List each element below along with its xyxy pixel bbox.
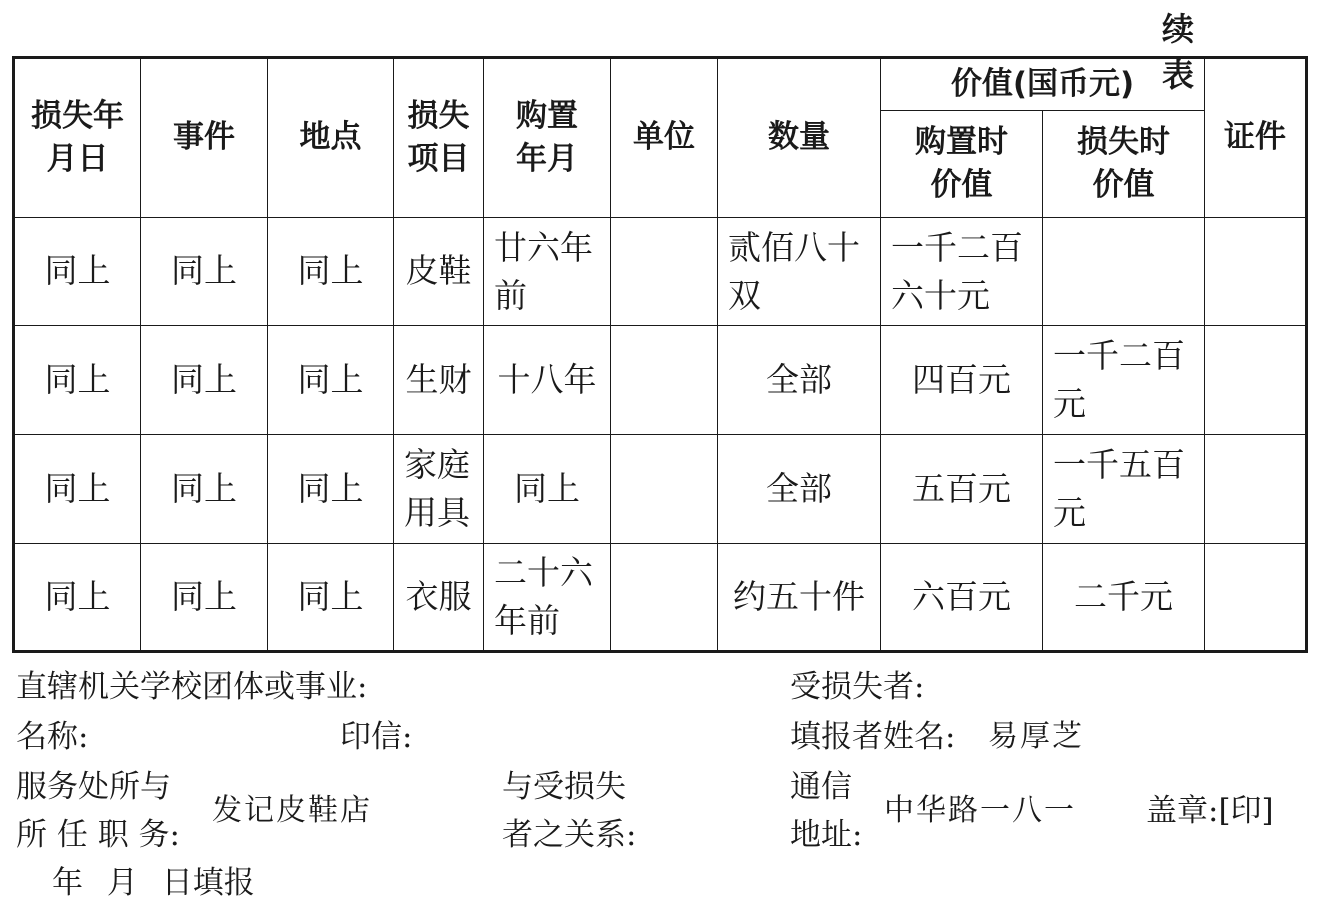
header-value-purchase: 购置时 价值 <box>881 111 1043 218</box>
cell-purchase-date: 同上 <box>484 435 611 544</box>
cell-event: 同上 <box>141 326 268 435</box>
header-item: 损失 项目 <box>394 58 484 218</box>
cell-item: 衣服 <box>394 544 484 652</box>
cell-date: 同上 <box>14 218 141 326</box>
cell-unit <box>611 544 718 652</box>
cell-value-loss: 二千元 <box>1043 544 1205 652</box>
cell-unit <box>611 435 718 544</box>
cell-quantity: 约五十件 <box>718 544 881 652</box>
cell-item: 皮鞋 <box>394 218 484 326</box>
cell-value-purchase: 五百元 <box>881 435 1043 544</box>
cell-value-loss <box>1043 218 1205 326</box>
header-value-loss: 损失时 价值 <box>1043 111 1205 218</box>
filler-name: 易厚芝 <box>988 719 1084 754</box>
cell-date: 同上 <box>14 435 141 544</box>
table-row <box>14 326 1307 435</box>
cell-unit <box>611 326 718 435</box>
header-proof: 证件 <box>1205 58 1307 218</box>
address-value: 中华路一八一 <box>884 793 1076 828</box>
cell-purchase-date: 十八年 <box>484 326 611 435</box>
cell-date: 同上 <box>14 544 141 652</box>
cell-value-loss: 一千二百元 <box>1043 326 1205 435</box>
cell-item: 生财 <box>394 326 484 435</box>
cell-purchase-date: 二十六年前 <box>484 544 611 652</box>
table-row <box>14 435 1307 544</box>
cell-place: 同上 <box>268 544 394 652</box>
office-label-line2: 所 任 职 务: <box>16 817 181 853</box>
cell-proof <box>1205 544 1307 652</box>
date-line: 年 月 日填报 <box>52 865 255 901</box>
table-row <box>14 544 1307 652</box>
address-label-line1: 通信 <box>790 769 852 805</box>
cell-place: 同上 <box>268 435 394 544</box>
cell-value-purchase: 四百元 <box>881 326 1043 435</box>
cell-value-purchase: 一千二百六十元 <box>881 218 1043 326</box>
cell-item: 家庭用具 <box>394 435 484 544</box>
relation-label-line2: 者之关系: <box>502 817 637 853</box>
header-event: 事件 <box>141 58 268 218</box>
cell-value-loss: 一千五百元 <box>1043 435 1205 544</box>
cell-date: 同上 <box>14 326 141 435</box>
cell-place: 同上 <box>268 326 394 435</box>
cell-unit <box>611 218 718 326</box>
cell-quantity: 贰佰八十双 <box>718 218 881 326</box>
header-purchase-date: 购置 年月 <box>484 58 611 218</box>
cell-quantity: 全部 <box>718 326 881 435</box>
header-quantity: 数量 <box>718 58 881 218</box>
cell-event: 同上 <box>141 544 268 652</box>
cell-purchase-date: 廿六年前 <box>484 218 611 326</box>
filler-label: 填报者姓名: <box>790 719 956 755</box>
cell-proof <box>1205 218 1307 326</box>
header-place: 地点 <box>268 58 394 218</box>
office-label-line1: 服务处所与 <box>16 769 171 805</box>
cell-event: 同上 <box>141 435 268 544</box>
cell-quantity: 全部 <box>718 435 881 544</box>
header-unit: 单位 <box>611 58 718 218</box>
name-label: 名称: <box>16 719 89 755</box>
seal-label: 印信: <box>340 719 413 755</box>
office-value: 发记皮鞋店 <box>212 793 372 828</box>
cell-place: 同上 <box>268 218 394 326</box>
cell-value-purchase: 六百元 <box>881 544 1043 652</box>
victim-label: 受损失者: <box>790 669 925 705</box>
continued-label: 续 表 <box>1162 10 1235 94</box>
cell-proof <box>1205 326 1307 435</box>
relation-label-line1: 与受损失 <box>502 769 626 805</box>
cell-proof <box>1205 435 1307 544</box>
address-label-line2: 地址: <box>790 817 863 853</box>
cell-event: 同上 <box>141 218 268 326</box>
header-value-group: 价值(国币元) <box>881 58 1205 111</box>
stamp-label: 盖章:[印] <box>1146 793 1274 829</box>
table-row <box>14 218 1307 326</box>
agency-label: 直辖机关学校团体或事业: <box>16 669 368 705</box>
header-date: 损失年 月日 <box>14 58 141 218</box>
loss-table <box>12 56 1308 653</box>
